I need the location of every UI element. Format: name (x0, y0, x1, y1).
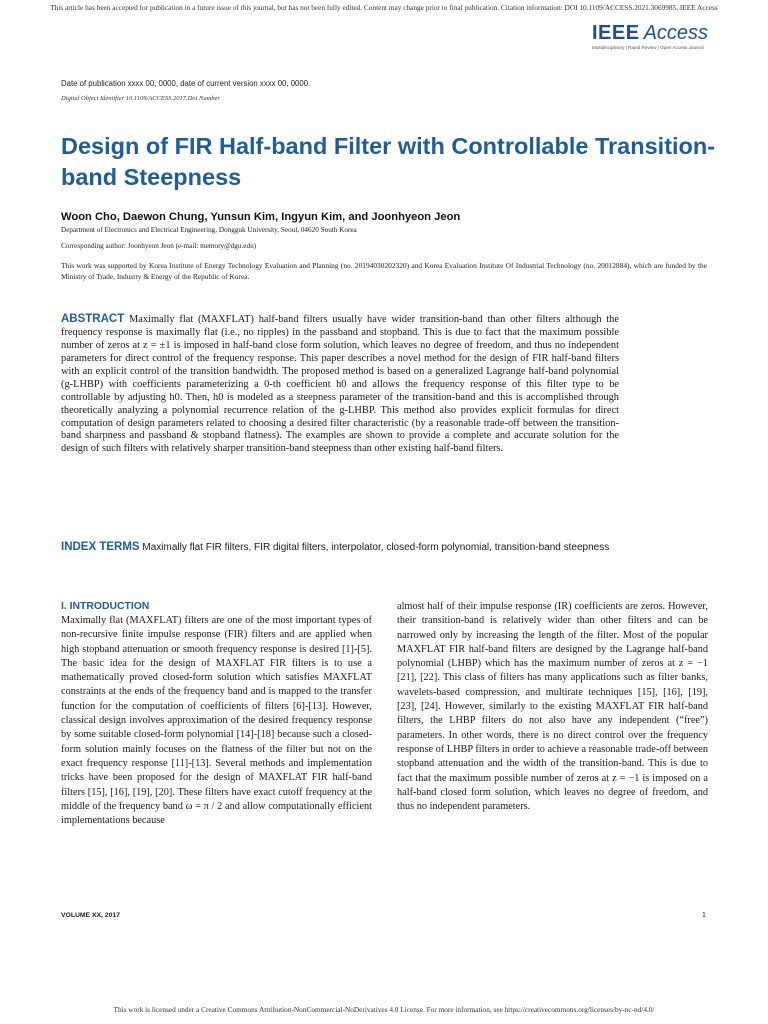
intro-left-text: Maximally flat (MAXFLAT) filters are one of the most important types of non-recursive finite impulse response (FIR) filters and are applied when high stopband attenuation or smooth frequency response is desired [1]-[5]. The basic idea for the design of MAXFLAT FIR filters is to use a mathematically proved closed-form solution which satisfies MAXFLAT constraints at the ends of the frequency band and is mapped to the transfer function for the computation of coefficients of filters [6]-[13]. However, classical design involves approximation of the desired frequency response by some suitable closed-form polynomial [14]-[18] because such a closed-form solution mainly focuses on the flatness of the filter but not on the exact frequency response [11]-[13]. Several methods and implementation tricks have been proposed for the design of MAXFLAT FIR half-band filters [15], [16], [19], [20]. These filters have exact cutoff frequency at the middle of the frequency band ω = π / 2 and allow computationally efficient implementations because (61, 615, 372, 827)
index-terms-label: INDEX TERMS (61, 541, 140, 553)
funding-statement: This work was supported by Korea Institute of Energy Technology Evaluation and Planning (no. 20194030202320) and Korea Evaluation Institute Of Industrial Technology (no. 20012884), which are funded by the Ministry of Trade, Industry & Energy of the Republic of Korea. (61, 261, 707, 281)
corresponding-author: Corresponding author: Joonhyeon Jeon (e-mail: memory@dgu.edu) (61, 242, 257, 250)
intro-right-column (397, 600, 708, 814)
publication-date: Date of publication xxxx 00, 0000, date of current version xxxx 00, 0000. (61, 79, 311, 88)
index-terms (61, 541, 619, 554)
abstract-label: ABSTRACT (61, 313, 125, 325)
index-terms-text: Maximally flat FIR filters, FIR digital filters, interpolator, closed-form polynomial, transition-band steepness (142, 542, 610, 553)
footer-page-number: 1 (702, 912, 706, 919)
intro-left-column (61, 600, 372, 828)
footer-volume: VOLUME XX, 2017 (61, 912, 120, 919)
doi-line: Digital Object Identifier 10.1109/ACCESS.2017.Doi Number (61, 95, 220, 102)
acceptance-notice: This article has been accepted for publication in a future issue of this journal, but has not been fully edited. Content may change prior to final publication. Citation information: DOI 10.1109/ACCESS.2021.3069985, IEEE Access (50, 3, 718, 12)
logo-ieee-text: IEEE (592, 21, 640, 44)
abstract-text: Maximally flat (MAXFLAT) half-band filters usually have wider transition-band than other filters although the frequency response is maximally flat (i.e., no ripples) in the passband and stopband. This is due to fact that the maximum possible number of zeros at z = ±1 is imposed in half-band close form solution, which leaves no degree of freedom, and thus no independent parameters for direct control of the frequency response. This paper describes a novel method for the design of FIR half-band filters with an explicit control of the transition bandwidth. The proposed method is based on a generalized Lagrange half-band polynomial (g-LHBP) with coefficients parameterizing a 0-th coefficient h0 and allows the frequency response of this filter type to be controllable by adjusting h0. Then, h0 is modeled as a steepness parameter of the transition-band and this is accomplished through theoretically analyzing a polynomial recurrence relation of the g-LHBP. This method also provides explicit formulas for direct computation of design parameters related to choosing a desired filter characteristic (by a reasonable trade-off between the transition-band sharpness and passband & stopband flatness). The examples are shown to provide a complete and accurate solution for the design of such filters with relatively sharper transition-band steepness than other existing half-band filters. (61, 314, 619, 455)
license-notice: This work is licensed under a Creative Commons Attribution-NonCommercial-NoDerivatives 4.0 License. For more information, see https://creativecommons.org/licenses/by-nc-nd/4.0/ (113, 1005, 655, 1014)
journal-logo (592, 22, 712, 50)
author-list: Woon Cho, Daewon Chung, Yunsun Kim, Ingyun Kim, and Joonhyeon Jeon (61, 211, 461, 223)
intro-right-text: almost half of their impulse response (IR) coefficients are zeros. However, their transition-band is relatively wider than other filters and can be narrowed only by increasing the length of the filter. Most of the popular MAXFLAT FIR half-band filters are designed by the Lagrange half-band polynomial (LHBP) which has the maximum number of zeros at z = −1 [21], [22]. This class of filters has many applications such as filter banks, wavelets-based compression, and multirate techniques [15], [16], [19], [23], [24]. However, similarly to the existing MAXFLAT FIR half-band filters, the LHBP filters do not also have any independent (“free”) parameters. In other words, there is no direct control over the frequency response of LHBP filters in order to achieve a reasonable trade-off between stopband attenuation and the width of the transition-band. This is due to fact that the maximum possible number of zeros at z = −1 is imposed on a half-band closed form solution, which leaves no degree of freedom, and thus no independent parameters. (397, 601, 708, 813)
section-heading-introduction: I. INTRODUCTION (61, 601, 150, 612)
abstract (61, 313, 619, 456)
paper-title: Design of FIR Half-band Filter with Controllable Transition-band Steepness (61, 133, 716, 190)
logo-tagline: Multidisciplinary | Rapid Review | Open Access Journal (592, 45, 704, 50)
affiliation: Department of Electronics and Electrical Engineering, Dongguk University, Seoul, 04620 South Korea (61, 226, 357, 234)
logo-access-text: Access (643, 21, 709, 44)
